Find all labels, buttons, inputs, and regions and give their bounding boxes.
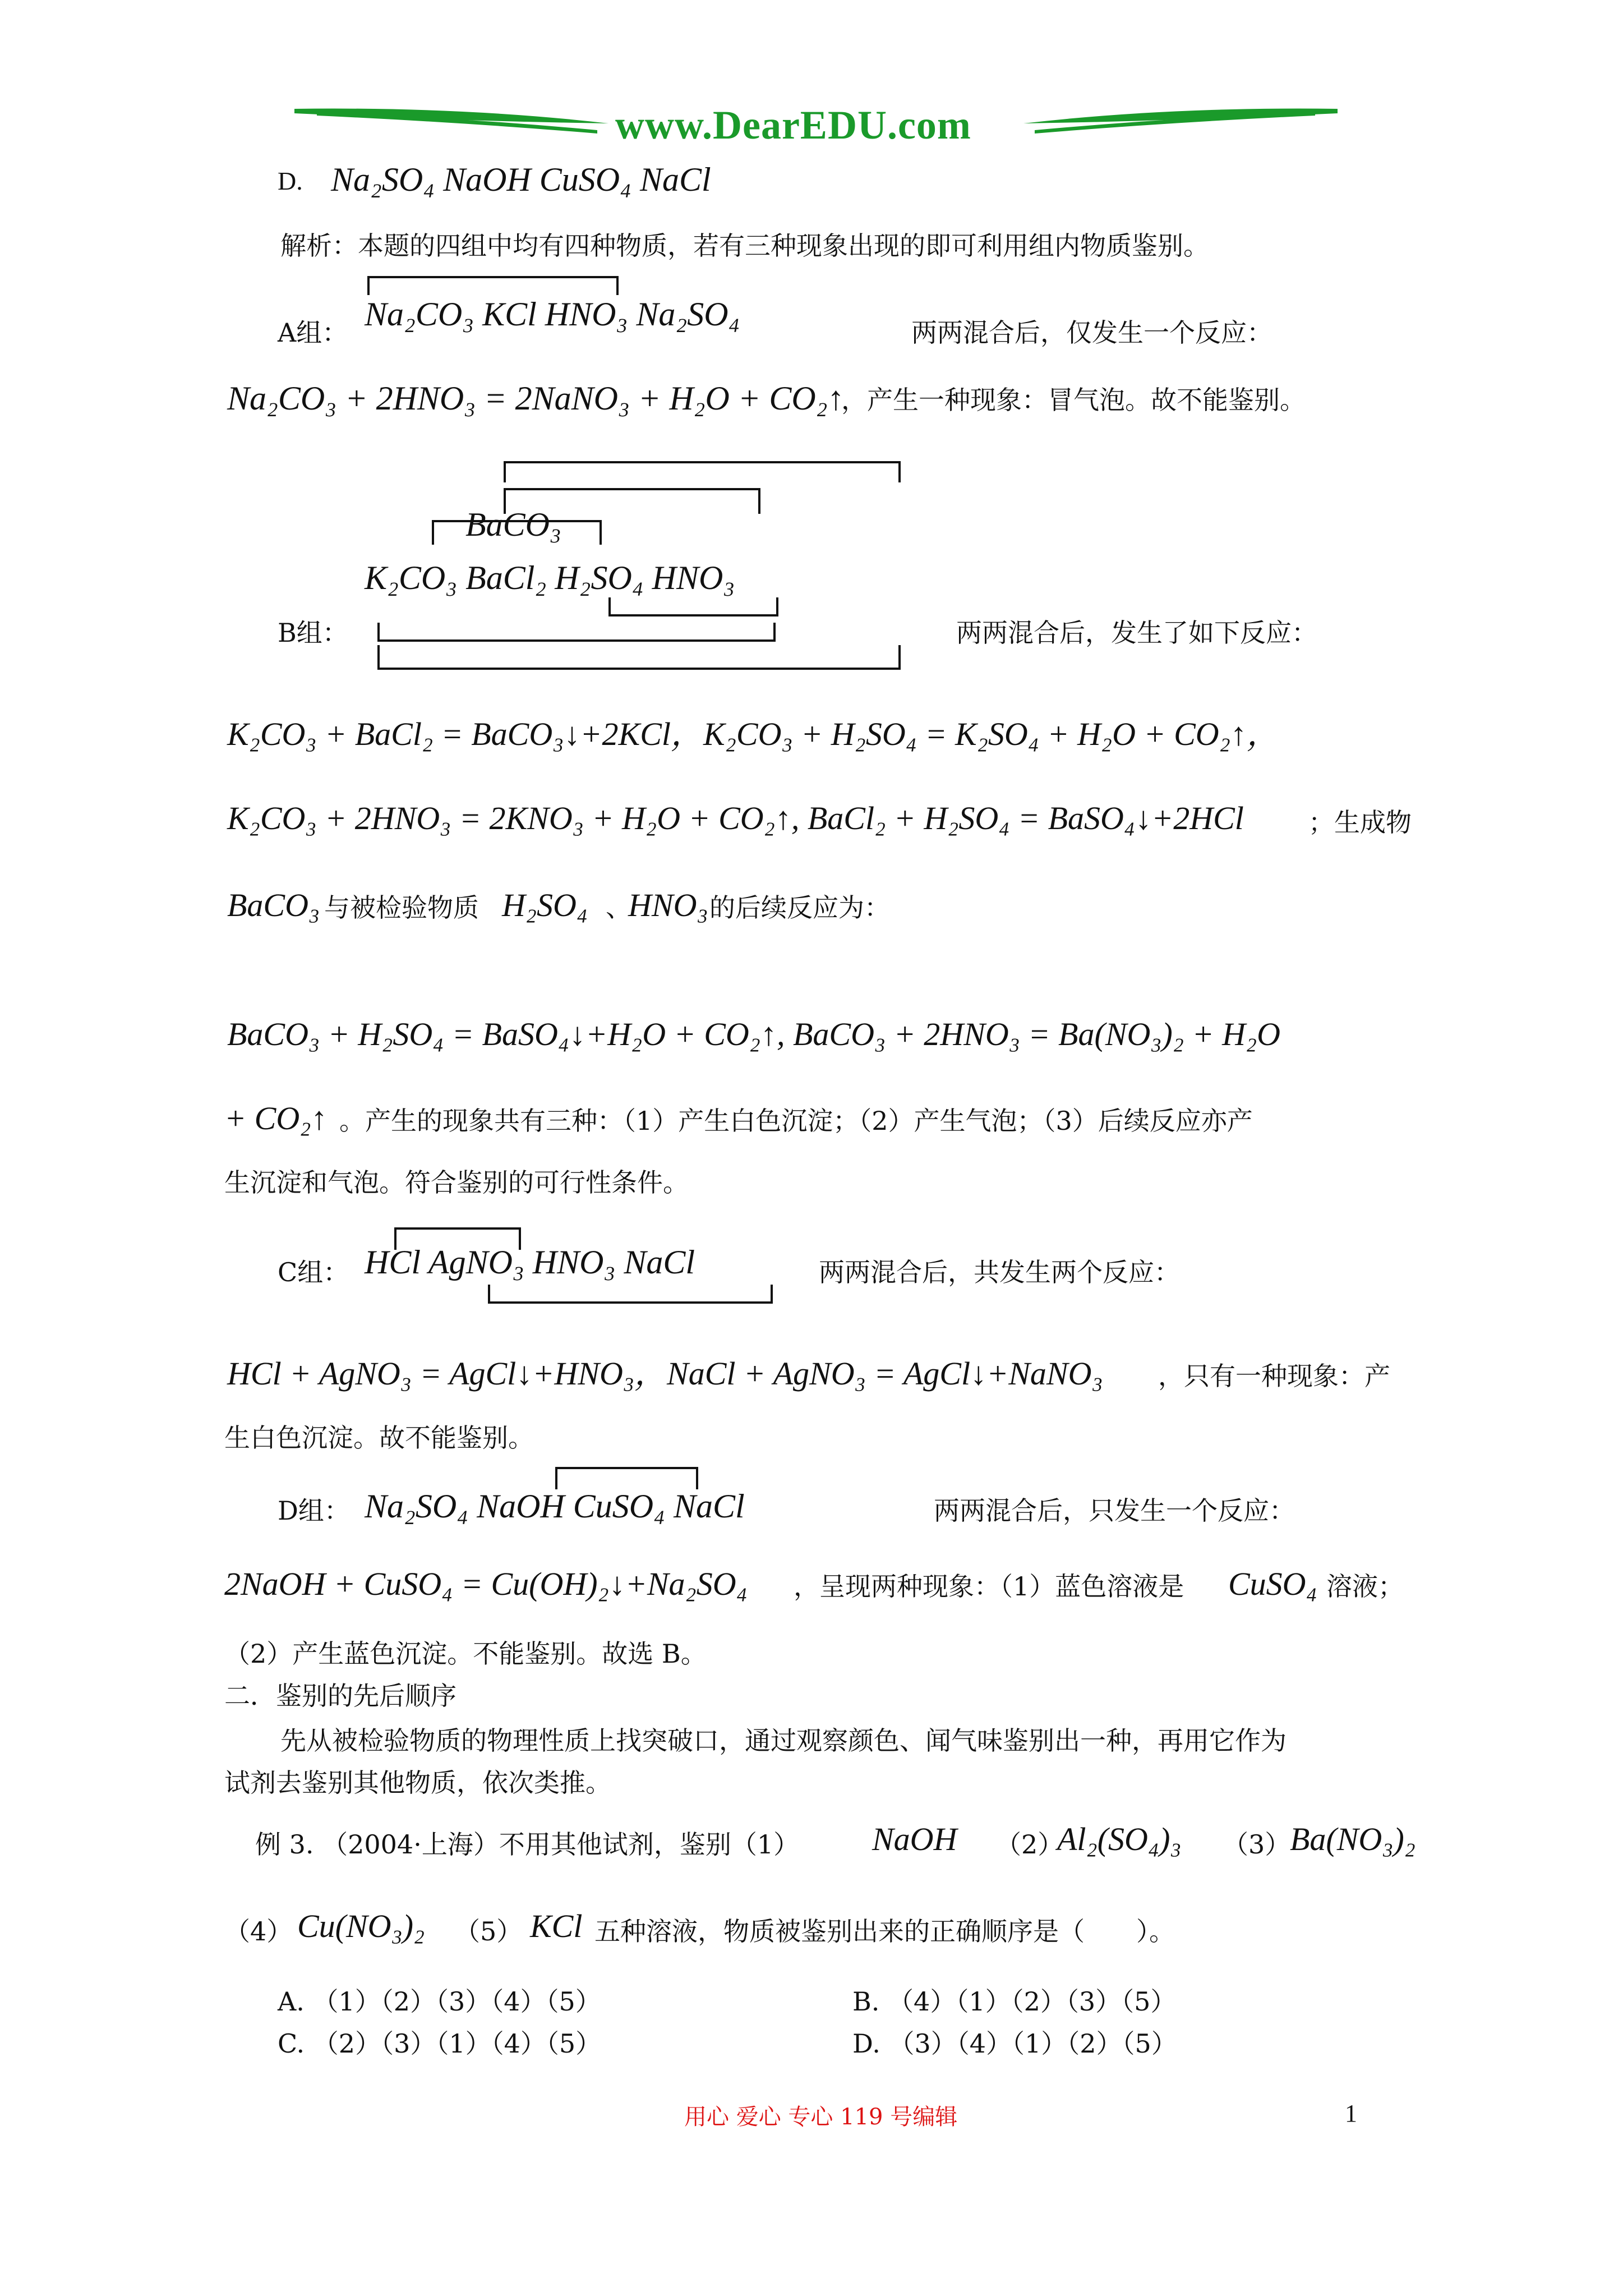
example-3-bano32: Ba(NO₃)₂ [1290, 1821, 1415, 1857]
b-bracket-top1 [504, 461, 901, 482]
a-equation: Na₂CO₃ + 2HNO₃ = 2NaNO₃ + H₂O + CO₂↑ [227, 380, 845, 417]
page-number: 1 [1345, 2100, 1357, 2127]
example-3-text4: （4） [224, 1916, 293, 1947]
c-conclusion: 生白色沉淀。故不能鉴别。 [224, 1423, 534, 1453]
d-group-label: D组： [278, 1496, 350, 1526]
d-group-tail: 两两混合后，只发生一个反应： [934, 1496, 1295, 1526]
c-equation: HCl + AgNO₃ = AgCl↓+HNO₃，NaCl + AgNO₃ = AgCl↓+NaNO₃ [227, 1355, 1103, 1392]
d-group-formulas: Na₂SO₄ NaOH CuSO₄ NaCl [365, 1488, 745, 1525]
b-eq3-h2so4: H₂SO₄ [502, 887, 588, 923]
c-group-label: C组： [278, 1257, 349, 1287]
b-group-formulas: K₂CO₃ BaCl₂ H₂SO₄ HNO₃ [365, 559, 735, 596]
d-equation-cuso4: CuSO₄ [1228, 1566, 1317, 1602]
b-bracket-bot3 [377, 645, 901, 670]
a-bracket [367, 276, 619, 295]
option-d-label: D. [278, 167, 303, 195]
b-eq3-text1: 与被检验物质 [324, 892, 479, 923]
a-equation-text: ，产生一种现象：冒气泡。故不能鉴别。 [841, 385, 1306, 415]
d-equation-text2: 溶液； [1326, 1571, 1404, 1602]
option-d: D. （3）（4）（1）（2）（5） [852, 2028, 1177, 2059]
example-3-kcl: KCl [530, 1908, 583, 1944]
b-group-tail: 两两混合后，发生了如下反应： [956, 618, 1317, 648]
b-equation-5-text: 。产生的现象共有三种：（1）产生白色沉淀；（2）产生气泡；（3）后续反应亦产 [339, 1106, 1253, 1136]
c-equation-text: ，只有一种现象：产 [1158, 1361, 1390, 1391]
option-a: A. （1）（2）（3）（4）（5） [278, 1986, 601, 2017]
section-2-title: 二．鉴别的先后顺序 [224, 1681, 457, 1711]
d-bracket-top [555, 1467, 698, 1489]
example-3-cuno32: Cu(NO₃)₂ [297, 1908, 425, 1944]
b-group-label: B组： [278, 618, 348, 648]
footer-text: 用心 爱心 专心 119 号编辑 [684, 2104, 958, 2130]
example-3-text5: （5） [454, 1916, 523, 1947]
a-group-label: A组： [278, 318, 348, 348]
option-c: C. （2）（3）（1）（4）（5） [278, 2028, 602, 2059]
b-eq3-hno3: HNO₃ [628, 887, 708, 923]
b-baco3-label: BaCO₃ [465, 506, 561, 543]
analysis-text: 解析：本题的四组中均有四种物质，若有三种现象出现的即可利用组内物质鉴别。 [280, 231, 1209, 261]
example-3-al2so43: Al₂(SO₄)₃ [1057, 1821, 1182, 1857]
b-eq3-text2: 、 [606, 892, 631, 923]
site-logo-text: www.DearEDU.com [615, 103, 971, 148]
d-equation: 2NaOH + CuSO₄ = Cu(OH)₂↓+Na₂SO₄ [224, 1566, 748, 1602]
b-equation-2: K₂CO₃ + 2HNO₃ = 2KNO₃ + H₂O + CO₂↑, BaCl₂ + H₂SO₄ = BaSO₄↓+2HCl [227, 800, 1244, 836]
d-conclusion: （2）产生蓝色沉淀。不能鉴别。故选 B。 [224, 1639, 707, 1669]
a-group-tail: 两两混合后，仅发生一个反应： [911, 318, 1272, 348]
b-equation-2-text: ；生成物 [1308, 807, 1412, 838]
b-equation-4: BaCO₃ + H₂SO₄ = BaSO₄↓+H₂O + CO₂↑, BaCO₃ + 2HNO₃ = Ba(NO₃)₂ + H₂O [227, 1016, 1281, 1052]
b-bracket-bot1 [608, 597, 778, 616]
section-2-para-2: 试剂去鉴别其他物质，依次类推。 [224, 1768, 611, 1798]
c-bracket-bot [488, 1285, 773, 1304]
option-d-formulas: Na₂SO₄ NaOH CuSO₄ NaCl [331, 161, 711, 198]
c-group-formulas: HCl AgNO₃ HNO₃ NaCl [365, 1244, 695, 1281]
option-b: B. （4）（1）（2）（3）（5） [852, 1986, 1177, 2017]
b-equation-1: K₂CO₃ + BaCl₂ = BaCO₃↓+2KCl，K₂CO₃ + H₂SO₄ = K₂SO₄ + H₂O + CO₂↑， [227, 716, 1279, 752]
b-equation-5: + CO₂↑ [224, 1100, 328, 1137]
c-group-tail: 两两混合后，共发生两个反应： [819, 1257, 1180, 1287]
b-eq3-baco3: BaCO₃ [227, 887, 320, 923]
b-conclusion: 生沉淀和气泡。符合鉴别的可行性条件。 [224, 1167, 689, 1198]
section-2-para-1: 先从被检验物质的物理性质上找突破口，通过观察颜色、闻气味鉴别出一种，再用它作为 [280, 1726, 1287, 1756]
a-group-formulas: Na₂CO₃ KCl HNO₃ Na₂SO₄ [365, 296, 740, 333]
example-3-naoh: NaOH [872, 1821, 957, 1857]
example-3-text1: 例 3. （2004·上海）不用其他试剂，鉴别（1） [255, 1829, 800, 1860]
example-3-text2: （2） [995, 1829, 1064, 1860]
b-eq3-text3: 的后续反应为： [709, 892, 890, 923]
d-equation-text1: ，呈现两种现象：（1）蓝色溶液是 [794, 1571, 1184, 1602]
b-bracket-bot2 [377, 623, 776, 642]
example-3-text3: （3） [1223, 1829, 1291, 1860]
example-3-text6: 五种溶液，物质被鉴别出来的正确顺序是（ ）。 [594, 1916, 1175, 1947]
